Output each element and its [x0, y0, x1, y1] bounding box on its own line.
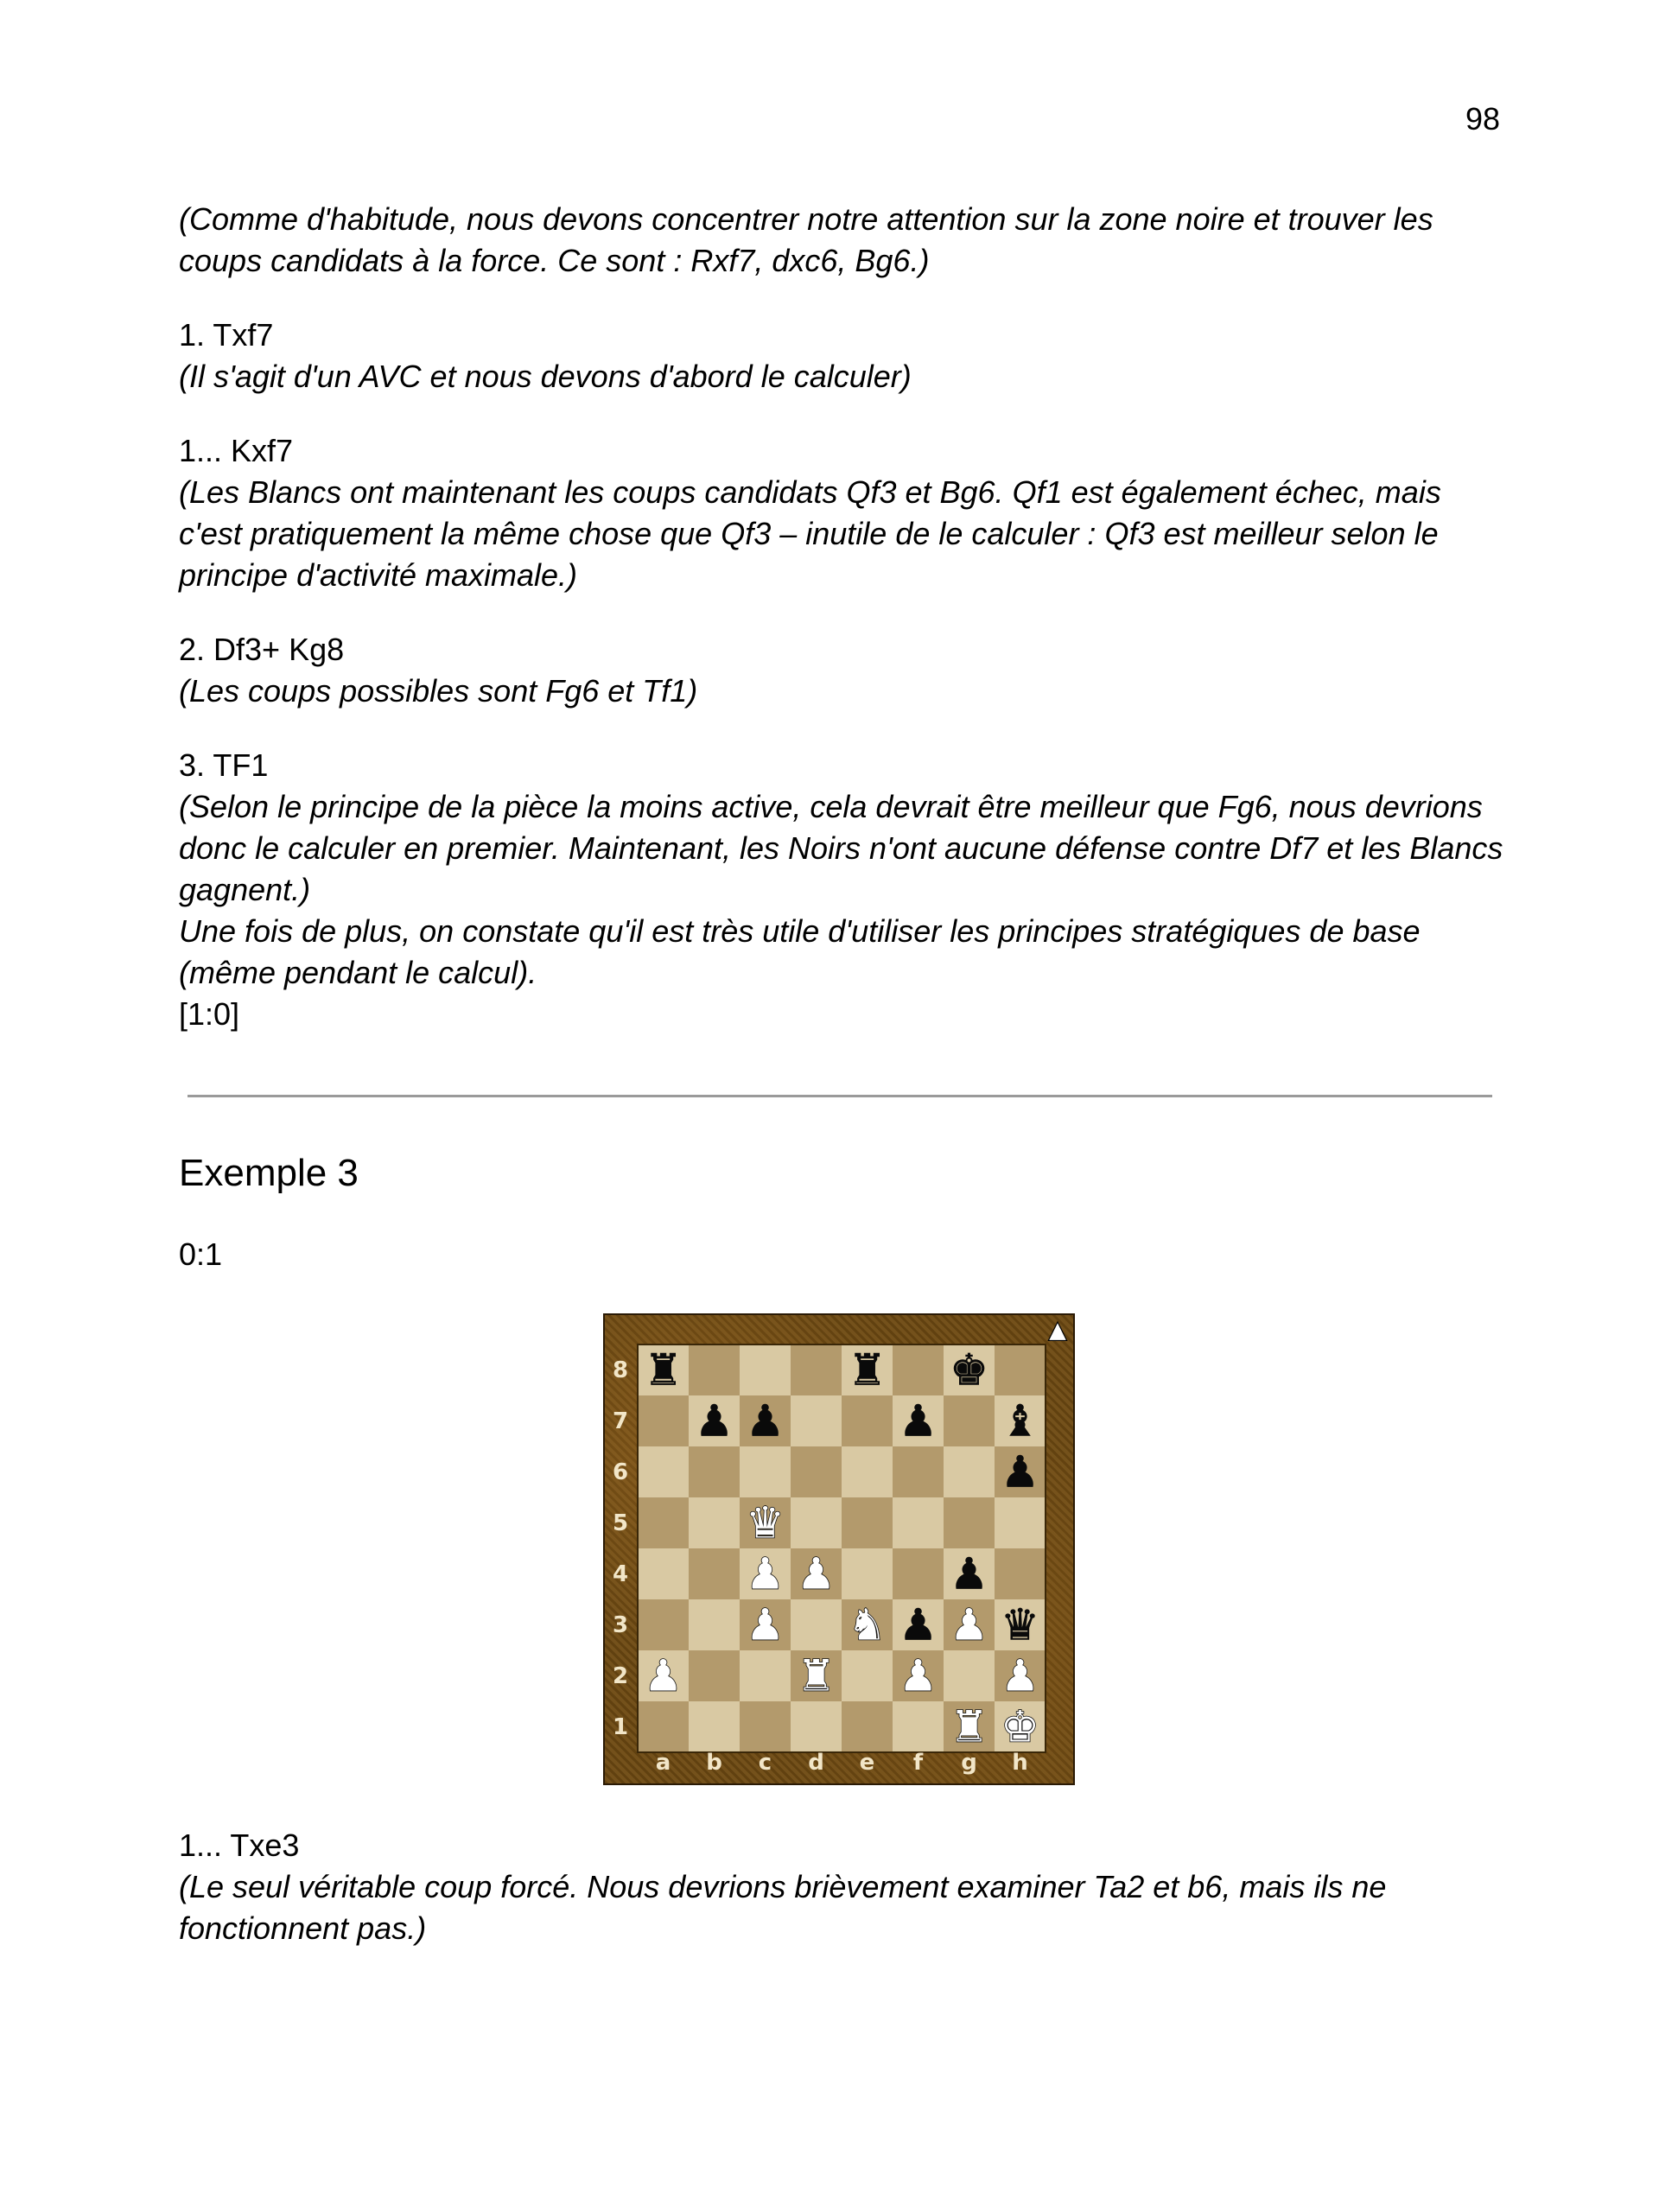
file-label: f	[912, 1750, 924, 1776]
black-bishop-h7: ♝	[1001, 1395, 1039, 1446]
paragraph	[179, 629, 1510, 712]
white-pawn-f2: ♟	[899, 1650, 938, 1701]
commentary-line: (même pendant le calcul).	[179, 955, 537, 990]
board-square	[638, 1701, 689, 1752]
file-label: c	[758, 1750, 772, 1776]
board-square	[740, 1650, 791, 1701]
white-knight-e3: ♞	[848, 1599, 887, 1650]
board-square	[944, 1497, 995, 1548]
file-label: a	[655, 1750, 671, 1776]
move-line: [1:0]	[179, 996, 240, 1032]
board-square	[944, 1446, 995, 1497]
board-square	[842, 1548, 893, 1599]
file-label: g	[961, 1750, 977, 1776]
black-rook-a8: ♜	[644, 1344, 683, 1395]
board-square	[893, 1548, 944, 1599]
board-square	[995, 1497, 1046, 1548]
move-annotation	[179, 1825, 1510, 1982]
board-square	[740, 1344, 791, 1395]
commentary-line: Une fois de plus, on constate qu'il est très utile d'utiliser les principes stratégiques de base	[179, 913, 1421, 949]
game-result: 0:1	[179, 1236, 223, 1272]
section-divider	[188, 1095, 1492, 1097]
chess-diagram	[603, 1313, 1075, 1785]
board-square	[689, 1548, 740, 1599]
board-square	[944, 1650, 995, 1701]
move-line: 1. Txf7	[179, 317, 274, 353]
side-to-move-marker: ▲	[1048, 1315, 1067, 1344]
file-label: h	[1012, 1750, 1028, 1776]
board-square	[791, 1599, 842, 1650]
board-square	[638, 1395, 689, 1446]
board-square	[893, 1701, 944, 1752]
file-label: b	[706, 1750, 722, 1776]
commentary-line: fonctionnent pas.)	[179, 1910, 427, 1946]
white-queen-c5: ♛	[746, 1497, 785, 1548]
board-square	[791, 1701, 842, 1752]
board-square	[893, 1344, 944, 1395]
commentary-line: (Les Blancs ont maintenant les coups candidats Qf3 et Bg6. Qf1 est également échec, mais	[179, 474, 1441, 510]
board-square	[689, 1599, 740, 1650]
move-line: 1... Kxf7	[179, 433, 294, 468]
commentary-line: (Le seul véritable coup forcé. Nous devrions brièvement examiner Ta2 et b6, mais ils ne	[179, 1869, 1387, 1904]
commentary-line: gagnent.)	[179, 872, 311, 907]
board-square	[740, 1446, 791, 1497]
move-line: 3. TF1	[179, 747, 269, 783]
white-rook-d2: ♜	[797, 1650, 836, 1701]
annotation-text	[179, 199, 1510, 1068]
board-square	[638, 1548, 689, 1599]
board-square	[791, 1344, 842, 1395]
paragraph	[179, 199, 1510, 282]
board-square	[893, 1446, 944, 1497]
paragraph	[179, 1825, 1510, 1949]
file-label: e	[859, 1750, 875, 1776]
chess-board	[605, 1315, 1073, 1783]
rank-label: 7	[612, 1408, 629, 1434]
black-queen-h3: ♛	[1001, 1599, 1039, 1650]
board-square	[842, 1395, 893, 1446]
commentary-line: principe d'activité maximale.)	[179, 557, 578, 593]
board-square	[842, 1650, 893, 1701]
black-pawn-g4: ♟	[950, 1548, 988, 1599]
black-rook-e8: ♜	[848, 1344, 887, 1395]
board-square	[689, 1344, 740, 1395]
board-square	[638, 1599, 689, 1650]
white-pawn-c4: ♟	[746, 1548, 785, 1599]
white-king-h1: ♚	[1001, 1701, 1039, 1752]
page-number: 98	[1465, 101, 1500, 137]
white-pawn-a2: ♟	[644, 1650, 683, 1701]
board-square	[791, 1395, 842, 1446]
board-square	[689, 1650, 740, 1701]
rank-label: 1	[612, 1714, 629, 1740]
board-square	[842, 1446, 893, 1497]
rank-label: 4	[612, 1561, 629, 1587]
example-heading: Exemple 3	[179, 1152, 359, 1194]
commentary-line: (Les coups possibles sont Fg6 et Tf1)	[179, 673, 698, 709]
board-square	[689, 1446, 740, 1497]
white-pawn-d4: ♟	[797, 1548, 836, 1599]
board-square	[689, 1701, 740, 1752]
black-pawn-f7: ♟	[899, 1395, 938, 1446]
board-square	[791, 1497, 842, 1548]
board-square	[638, 1446, 689, 1497]
board-square	[740, 1701, 791, 1752]
black-pawn-f3: ♟	[899, 1599, 938, 1650]
black-pawn-c7: ♟	[746, 1395, 785, 1446]
board-square	[893, 1497, 944, 1548]
white-pawn-c3: ♟	[746, 1599, 785, 1650]
board-square	[842, 1497, 893, 1548]
board-square	[791, 1446, 842, 1497]
rank-label: 3	[612, 1612, 629, 1638]
white-pawn-g3: ♟	[950, 1599, 988, 1650]
move-line: 2. Df3+ Kg8	[179, 632, 345, 667]
black-king-g8: ♚	[950, 1344, 988, 1395]
board-square	[995, 1548, 1046, 1599]
commentary-line: (Comme d'habitude, nous devons concentrer notre attention sur la zone noire et trouver les	[179, 201, 1433, 237]
board-square	[944, 1395, 995, 1446]
commentary-line: (Il s'agit d'un AVC et nous devons d'abord le calculer)	[179, 359, 912, 394]
board-square	[689, 1497, 740, 1548]
rank-label: 8	[612, 1357, 629, 1383]
rank-label: 6	[612, 1459, 629, 1485]
black-pawn-b7: ♟	[695, 1395, 734, 1446]
paragraph	[179, 430, 1510, 596]
commentary-line: (Selon le principe de la pièce la moins active, cela devrait être meilleur que Fg6, nous devrions	[179, 789, 1483, 824]
paragraph	[179, 745, 1510, 1035]
board-square	[995, 1344, 1046, 1395]
file-label: d	[808, 1750, 824, 1776]
commentary-line: donc le calculer en premier. Maintenant, les Noirs n'ont aucune défense contre Df7 et les Blancs	[179, 830, 1503, 866]
rank-label: 5	[612, 1510, 629, 1536]
black-pawn-h6: ♟	[1001, 1446, 1039, 1497]
rank-label: 2	[612, 1663, 629, 1689]
commentary-line: c'est pratiquement la même chose que Qf3 – inutile de le calculer : Qf3 est meilleur selon le	[179, 516, 1439, 551]
board-square	[842, 1701, 893, 1752]
white-pawn-h2: ♟	[1001, 1650, 1039, 1701]
commentary-line: coups candidats à la force. Ce sont : Rxf7, dxc6, Bg6.)	[179, 243, 930, 278]
paragraph	[179, 315, 1510, 397]
white-rook-g1: ♜	[950, 1701, 988, 1752]
board-square	[638, 1497, 689, 1548]
move-line: 1... Txe3	[179, 1827, 300, 1863]
